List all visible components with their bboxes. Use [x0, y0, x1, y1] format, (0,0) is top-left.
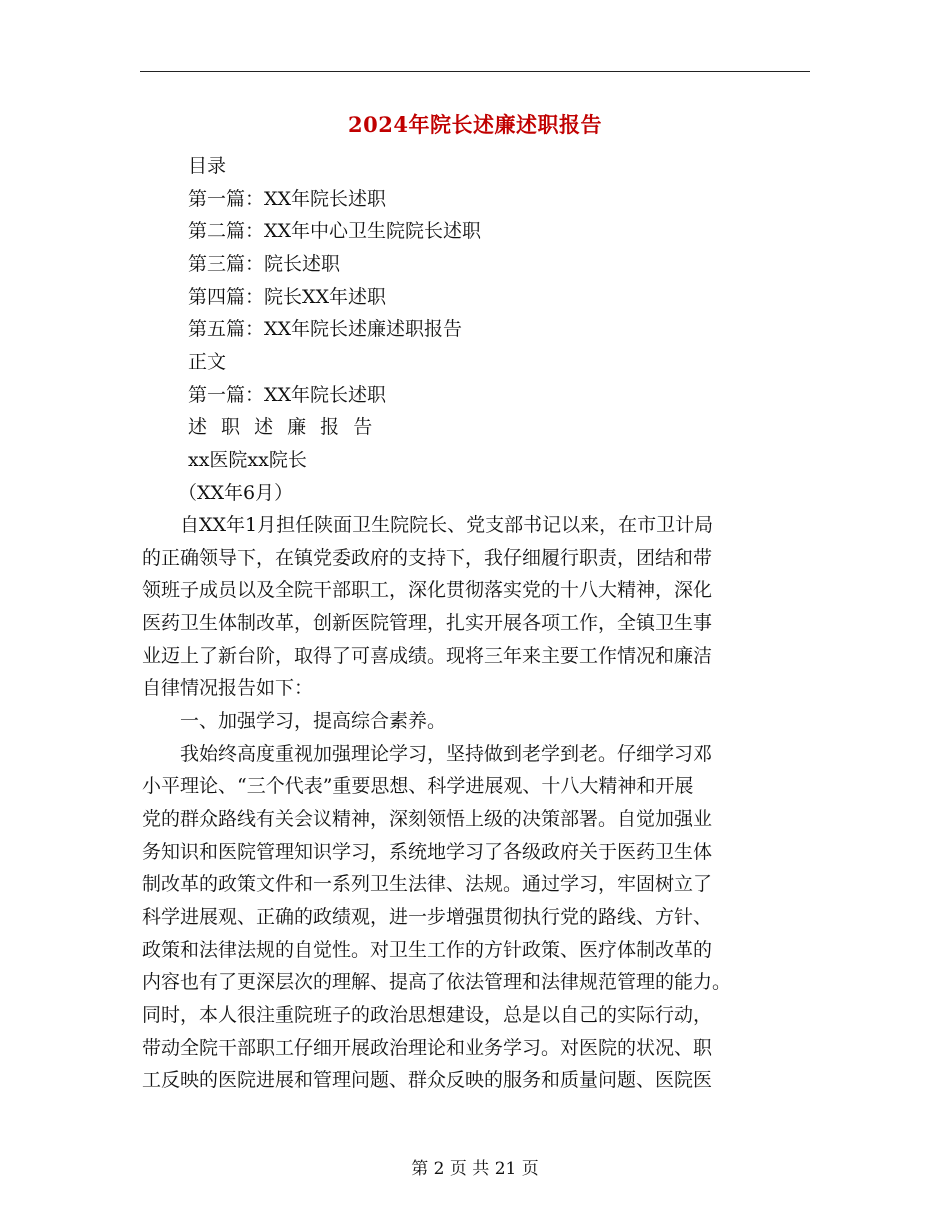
body-line: 工反映的医院进展和管理问题、群众反映的服务和质量问题、医院医 [142, 1069, 713, 1091]
chapter-title: 第一篇：XX年院长述职 [188, 384, 387, 406]
body-line: 带动全院干部职工仔细开展政治理论和业务学习。对医院的状况、职 [142, 1037, 713, 1059]
toc-item-3: 第三篇：院长述职 [188, 253, 341, 275]
date-line: （XX年6月） [178, 482, 294, 504]
toc-heading: 目录 [188, 155, 227, 177]
report-subtitle: 述 职 述 廉 报 告 [188, 416, 377, 438]
header-rule [140, 71, 810, 72]
body-line: 科学进展观、正确的政绩观，进一步增强贯彻执行党的路线、方针、 [142, 906, 713, 928]
document-title: 2024年院长述廉述职报告 [348, 112, 602, 137]
toc-item-2: 第二篇：XX年中心卫生院院长述职 [188, 220, 482, 242]
toc-item-1: 第一篇：XX年院长述职 [188, 188, 387, 210]
body-line: 党的群众路线有关会议精神，深刻领悟上级的决策部署。自觉加强业 [142, 808, 713, 830]
body-line: 内容也有了更深层次的理解、提高了依法管理和法律规范管理的能力。 [142, 971, 732, 993]
body-line: 小平理论、“三个代表”重要思想、科学进展观、十八大精神和开展 [142, 775, 694, 797]
toc-item-4: 第四篇：院长XX年述职 [188, 286, 387, 308]
toc-item-5: 第五篇：XX年院长述廉述职报告 [188, 318, 463, 340]
body-line: 医药卫生体制改革，创新医院管理，扎实开展各项工作，全镇卫生事 [142, 612, 713, 634]
body-line: 业迈上了新台阶，取得了可喜成绩。现将三年来主要工作情况和廉洁 [142, 645, 713, 667]
author-line: xx医院xx院长 [188, 449, 307, 471]
body-line: 自XX年1月担任陕面卫生院院长、党支部书记以来，在市卫计局 [142, 514, 714, 536]
body-line: 我始终高度重视加强理论学习，坚持做到老学到老。仔细学习邓 [142, 743, 713, 765]
section-heading: 一、加强学习，提高综合素养。 [142, 710, 447, 732]
main-text-heading: 正文 [188, 351, 227, 373]
body-line: 务知识和医院管理知识学习，系统地学习了各级政府关于医药卫生体 [142, 841, 713, 863]
body-line: 同时，本人很注重院班子的政治思想建设，总是以自己的实际行动， [142, 1004, 713, 1026]
body-line: 自律情况报告如下： [142, 677, 314, 699]
body-line: 政策和法律法规的自觉性。对卫生工作的方针政策、医疗体制改革的 [142, 939, 713, 961]
page-number-footer: 第 2 页 共 21 页 [411, 1159, 539, 1179]
body-line: 制改革的政策文件和一系列卫生法律、法规。通过学习，牢固树立了 [142, 873, 713, 895]
body-line: 的正确领导下，在镇党委政府的支持下，我仔细履行职责，团结和带 [142, 547, 713, 569]
body-line: 领班子成员以及全院干部职工，深化贯彻落实党的十八大精神，深化 [142, 579, 713, 601]
